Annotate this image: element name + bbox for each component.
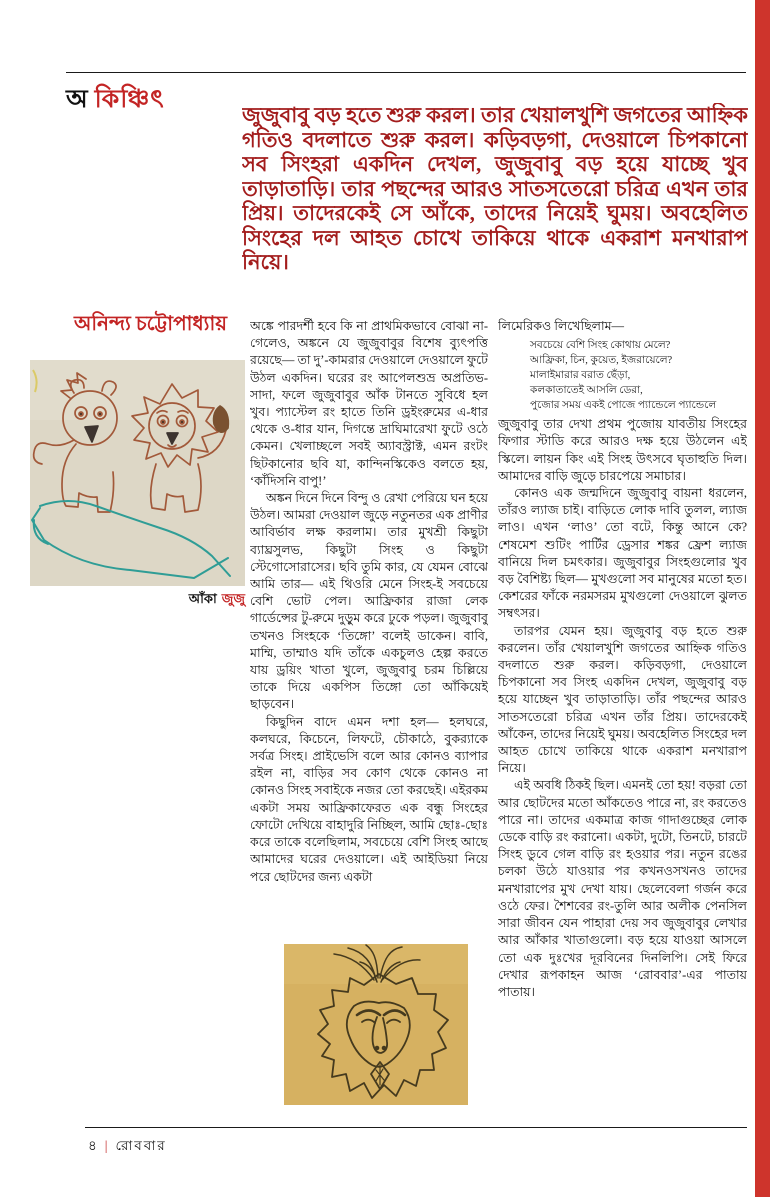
page-number: ৪ — [88, 1138, 99, 1153]
magazine-name: রোববার — [115, 1138, 167, 1153]
body-paragraph: অঙ্কে পারদর্শী হবে কি না প্রাথমিকভাবে বোঝা না-গেলেও, অঙ্কনে যে জুজুবাবুর বিশেষ ব্যুৎপত্তি রয়েছে— তা দু’-কামরার দেওয়ালে দেওয়ালে ফুটে উঠল একদিন। ঘরের রং আপেলশুভ্র অপ্রতিভ-সাদা, ফলে জুজুবাবুর আঁক টানতে সুবিধে হল খুব। প্যাস্টেল রং হাতে তিনি ড্রইংরুমের এ-ধার থেকে ও-ধার যান, দিগন্তে দ্রাঘিমারেখা ফুটে ওঠে কেমন। খেলাচ্ছলে সবই অ্যাবস্ট্রাক্ট, এমন রংটং ছিটকানোর ছবি যা, কান্দিনস্কিকেও বলতে হয়, ‘কাঁদিসনি বাপু!’ — [250, 319, 488, 488]
two-lions-crayon-icon — [30, 360, 245, 586]
page-edge-stripe — [755, 0, 770, 1197]
limerick-line: মালাইমারার বরাত ছেঁড়া, — [530, 370, 631, 382]
body-paragraph: অঙ্কন দিনে দিনে বিন্দু ও রেখা পেরিয়ে ঘন হয়ে উঠল। আমরা দেওয়াল জুড়ে নতুনতর এক প্রাণীর আবির্ভাব লক্ষ করলাম। তার মুখশ্রী কিছুটা ব্যাঘ্রসুলভ, কিছুটা সিংহ ও কিছুটা স্টেগোসোরাসের। ছবি তুমি কার, যে যেমন বোঝে আমি তার— এই থিওরি মেনে সিংহ-ই সবচেয়ে বেশি ভোট পেল। আফ্রিকার রাজা লেক গার্ডেন্সের টু-রুমে দুড়ুম করে ঢুকে পড়ল। জুজুবাবু তখনও সিংহকে ‘তিঙ্গো’ বলেই ডাকেন। বাবি, মাম্মি, তাম্মাও যদি তাঁকে একচুলও হেল্প করতে যায় ড্রয়িং খাতা খুলে, জুজুবাবু চরম চিল্লিয়ে তাকে দিয়ে একপিস তিঙ্গো তো আঁকিয়েই ছাড়বেন। — [250, 491, 488, 712]
body-paragraph: তারপর যেমন হয়। জুজুবাবু বড় হতে শুরু করলেন। তাঁর খেয়ালখুশি জগতের আহ্নিক গতিও বদলাতে শুরু করল। কড়িবড়গা, দেওয়ালে চিপকানো সব সিংহ একদিন দেখল, জুজুবাবু বড় হয়ে যাচ্ছেন খুব তাড়াতাড়ি। তাঁর পছন্দের আরও সাতসতেরো চরিত্র এখন তাঁর প্রিয়। তাদেরকেই আঁকেন, তাদের নিয়েই ঘুময়। অবহেলিত সিংহের দল আহত চোখে তাকিয়ে থাকে একরাশ মনখারাপ নিয়ে। — [498, 623, 747, 776]
body-paragraph: কোনও এক জন্মদিনে জুজুবাবু বায়না ধরলেন, তাঁরও ল্যাজ চাই। বাড়িতে লোক দাবি তুলল, ল্যাজ লাও। এখন ‘লাও’ তো বটে, কিন্তু আনে কে? শেষমেশ শুটিং পার্টির ড্রেসার শঙ্কর ফ্রেশ ল্যাজ বানিয়ে দিল চমৎকার। জুজুবাবুর সিংহগুলোর খুব বড় বৈশিষ্ট্য ছিল— মুখগুলো সব মানুষের মতো হত। কেশরের ফাঁকে নরমসরম মুখগুলো দেওয়ালে ঝুলত সম্বৎসর। — [498, 486, 747, 621]
page-footer — [88, 1135, 167, 1158]
limerick-line: আফ্রিকা, চিন, কুয়েত, ইজরায়েলে? — [530, 355, 673, 367]
limerick-lead: লিমেরিকও লিখেছিলাম— — [498, 319, 625, 333]
body-paragraph: জুজুবাবু তার দেখা প্রথম পুজোয় যাবতীয় সিংহের ফিগার স্টাডি করে আরও দক্ষ হয়ে উঠলেন এই স্কিলে। লায়ন কিং এই সিংহ উৎসবে ঘৃতাহুতি দিল। আমাদের বাড়ি জুড়ে চারপেয়ে সমাচার। — [498, 417, 747, 483]
limerick-line: পুজোর সময় একই পোজে প্যান্ডেলে প্যান্ডেলে — [530, 400, 717, 412]
caption-prefix: আঁকা — [188, 591, 217, 606]
caption-artist: জুজু — [221, 591, 245, 606]
limerick-verse — [530, 338, 747, 413]
lion-face-pencil-icon — [284, 944, 468, 1105]
limerick-line: সবচেয়ে বেশি সিংহ কোথায় মেলে? — [530, 340, 671, 352]
footer-rule — [85, 1127, 747, 1128]
intro-paragraph: জুজুবাবু বড় হতে শুরু করল। তার খেয়ালখুশি জগতের আহ্নিক গতিও বদলাতে শুরু করল। কড়িবড়গা, দেওয়ালে চিপকানো সব সিংহরা একদিন দেখল, জুজুবাবু বড় হয়ে যাচ্ছে খুব তাড়াতাড়ি। তার পছন্দের আরও সাতসতেরো চরিত্র এখন তার প্রিয়। তাদেরকেই সে আঁকে, তাদের নিয়েই ঘুময়। অবহেলিত সিংহের দল আহত চোখে তাকিয়ে থাকে একরাশ মনখারাপ নিয়ে। — [242, 103, 748, 274]
body-paragraph: কিছুদিন বাদে এমন দশা হল— হলঘরে, কলঘরে, কিচেনে, লিফটে, চৌকাঠে, বুকর‍্যাকে সর্বত্র সিংহ। প্রাইভেসি বলে আর কোনও ব্যাপার রইল না, বাড়ির সব কোণ থেকে কোনও না কোনও সিংহ সবাইকে নজর তো করছেই। এইরকম একটা সময় আফ্রিকাফেরত এক বন্ধু সিংহের ফোটো দেখিয়ে বাহাদুরি নিচ্ছিল, আমি ছোঃ-ছোঃ করে তাকে বলেছিলাম, সবচেয়ে বেশি সিংহ আছে আমাদের ঘরের দেওয়ালে। এই আইডিয়া নিয়ে পরে ছোটদের জন্য একটা — [250, 714, 488, 884]
footer-separator: | — [104, 1138, 110, 1153]
author-name: অনিন্দ্য চট্টোপাধ্যায় — [74, 313, 228, 335]
body-column-1 — [250, 318, 488, 944]
section-title: কিঞ্চিৎ — [94, 86, 165, 113]
photo-caption — [30, 590, 245, 611]
wall-lions-drawing-image — [30, 360, 245, 586]
section-prefix: অ — [66, 86, 89, 113]
section-header — [66, 79, 165, 122]
body-column-2 — [498, 318, 747, 1130]
lion-face-sketch-image — [284, 944, 468, 1105]
header-rule — [66, 72, 746, 73]
body-paragraph: এই অবধি ঠিকই ছিল। এমনই তো হয়! বড়রা তো আর ছোটদের মতো আঁকতেও পারে না, রং করতেও পারে না। তাদের একমাত্র কাজ গাদাগুচ্ছের লোক ডেকে বাড়ি রং করানো। একটা, দুটো, তিনটে, চারটে সিংহ ডুবে গেল বাড়ি রং হওয়ার পর। নতুন রঙের চলকা উঠে যাওয়ার পর কখনওসখনও তাদের মনখারাপের মুখ দেখা যায়। ছেলেবেলা গর্জন করে ওঠে ফের। শৈশবের রং-তুলি আর অলীক পেনসিল সারা জীবন যেন পাহারা দেয় সব জুজুবাবুর লেখার আর আঁকার খাতাগুলো। বড় হয়ে যাওয়া আসলে তো এক দুঃখের দূরবিনের দিনলিপি। সেই ফিরে দেখার রূপকাহন আজ ‘রোববার’-এর পাতায় পাতায়। — [498, 778, 747, 999]
limerick-line: কলকাতাতেই আসলি ডেরা, — [530, 385, 643, 397]
